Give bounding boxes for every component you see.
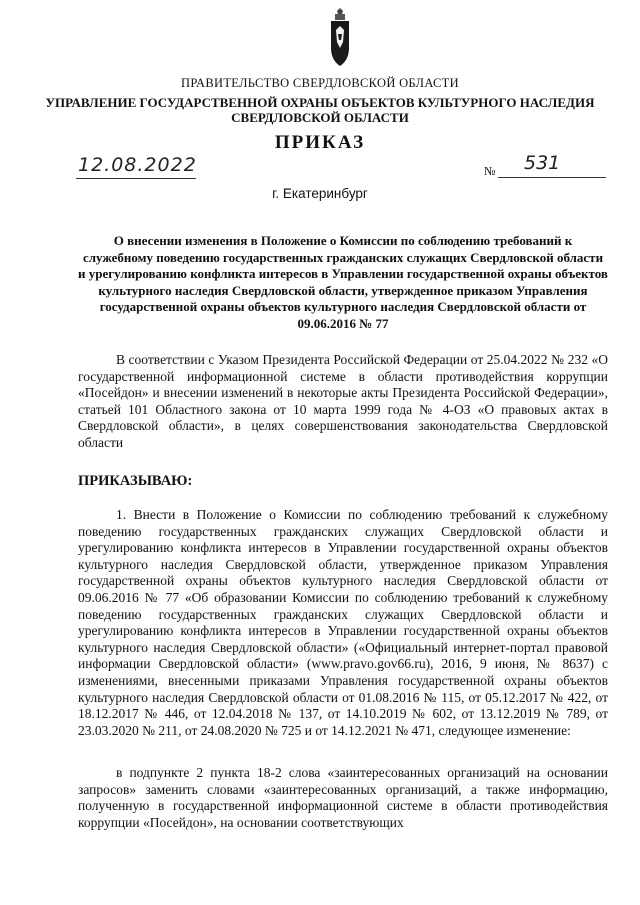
document-type-title: ПРИКАЗ bbox=[274, 132, 366, 153]
number-underline bbox=[498, 177, 606, 178]
document-number-label: № bbox=[484, 164, 496, 178]
decree-heading: ПРИКАЗЫВАЮ: bbox=[78, 473, 193, 489]
document-number: 531 bbox=[524, 152, 561, 174]
government-name: ПРАВИТЕЛЬСТВО СВЕРДЛОВСКОЙ ОБЛАСТИ bbox=[181, 76, 459, 90]
document-date: 12.08.2022 bbox=[78, 154, 197, 176]
city-name: г. Екатеринбург bbox=[272, 186, 368, 201]
date-underline bbox=[76, 178, 196, 179]
order-subject: О внесении изменения в Положение о Комиссии по соблюдению требований к служебному поведению государственных гражданских служащих Свердловской области и урегулированию конфликта интересов в Управлении государственной охраны объектов культурного наследия Свердловской области, утвержденное приказом Управления государственной охраны объектов культурного наследия Свердловской области от 09.06.2016 № 77 bbox=[78, 233, 608, 331]
coat-of-arms-emblem bbox=[326, 8, 354, 68]
department-name: УПРАВЛЕНИЕ ГОСУДАРСТВЕННОЙ ОХРАНЫ ОБЪЕКТОВ КУЛЬТУРНОГО НАСЛЕДИЯ СВЕРДЛОВСКОЙ ОБЛАСТИ bbox=[45, 95, 595, 125]
preamble-paragraph: В соответствии с Указом Президента Российской Федерации от 25.04.2022 № 232 «О государственной информационной системе в области противодействия коррупции «Посейдон» и внесении изменений в некоторые акты Президента Российской Федерации», статьей 101 Областного закона от 10 марта 1999 года № 4-ОЗ «О правовых актах в Свердловской области», в целях совершенствования законодательства Свердловской области bbox=[78, 352, 608, 450]
item-1-sub-paragraph: в подпункте 2 пункта 18-2 слова «заинтересованных организаций на основании запросов» заменить словами «заинтересованных организаций, а также информацию, полученную в государственной информационной системе в области противодействия коррупции «Посейдон», на основании соответствующих bbox=[78, 765, 608, 830]
item-1-paragraph: 1. Внести в Положение о Комиссии по соблюдению требований к служебному поведению государственных гражданских служащих Свердловской области и урегулированию конфликта интересов в Управлении государственной охраны объектов культурного наследия Свердловской области, утвержденное приказом Управления государственной охраны объектов культурного наследия Свердловской области от 09.06.2016 № 77 «Об образовании Комиссии по соблюдению требований к служебному поведению государственных гражданских служащих Свердловской области и урегулированию конфликта интересов в Управлении государственной охраны объектов культурного наследия Свердловской области» («Официальный интернет-портал правовой информации Свердловской области» (www.pravo.gov66.ru), 2016, 9 июня, № 8637) с изменениями, внесенными приказами Управления государственной охраны объектов культурного наследия Свердловской области от 01.08.2016 № 115, от 05.12.2017 № 422, от 18.12.2017 № 446, от 12.04.2018 № 137, от 14.10.2019 № 602, от 13.12.2019 № 789, от 23.03.2020 № 211, от 24.08.2020 № 725 и от 14.12.2021 № 471, следующее изменение: bbox=[78, 507, 608, 738]
